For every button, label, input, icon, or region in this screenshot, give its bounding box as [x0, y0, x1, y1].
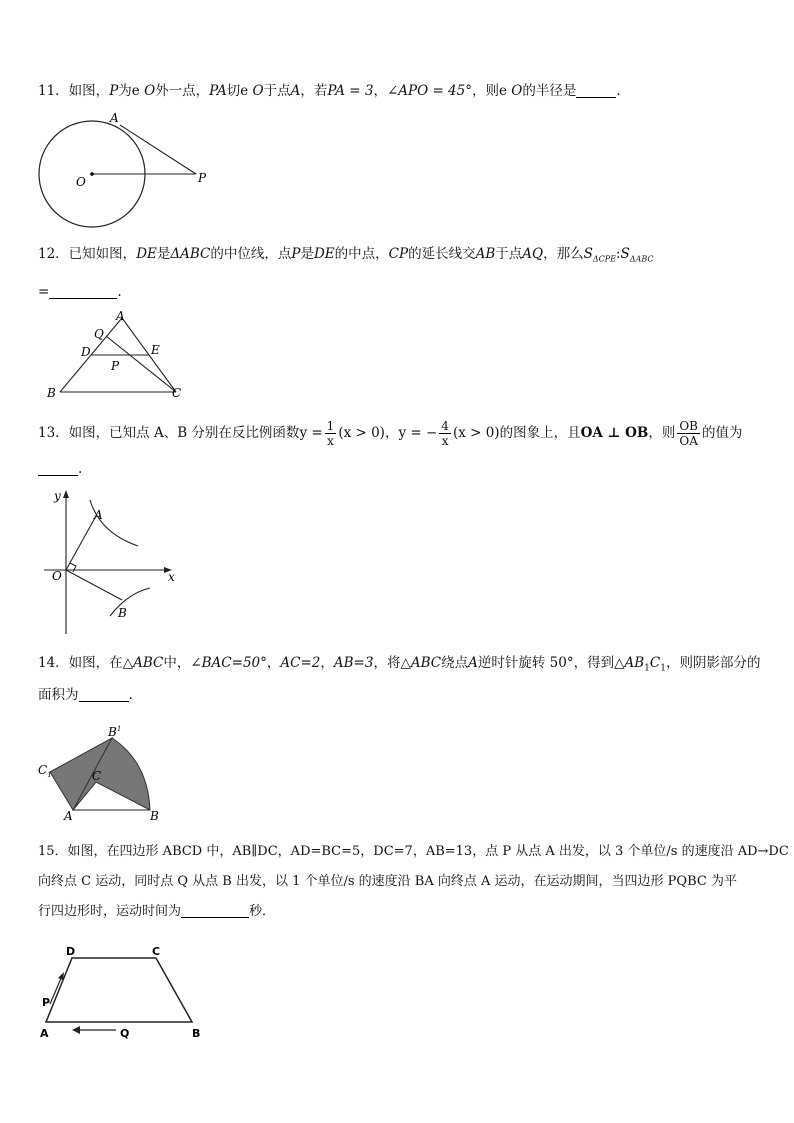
q12-answer-line: = . [38, 284, 122, 300]
label-o: O [76, 175, 86, 189]
label-p: P [198, 171, 207, 185]
fraction-4-over-x: $\frac{4}{x}$ [441, 419, 449, 448]
label-a: A [110, 111, 119, 125]
q14-text: 14．如图，在△ABC中，∠BAC=50°，AC=2，AB=3，将△ABC绕点A逆时针旋转 50°，得到$\triangle AB_1C_1$，则阴影部分的 [38, 655, 761, 674]
answer-blank[interactable] [38, 461, 78, 476]
label-c1: $C_1$ [38, 763, 52, 779]
label-b: B [192, 1027, 201, 1040]
q14-answer-line: 面积为 . [38, 687, 133, 703]
q14-figure [38, 722, 168, 822]
q12-text: 12．已知如图，DE是ΔABC的中位线，点P是DE的中点，CP的延长线交AB于点AQ，那么$S_{\Delta CPE}:S_{\Delta ABC}$ [38, 246, 654, 264]
y-axis-arrow [63, 490, 69, 498]
answer-blank[interactable] [49, 284, 117, 299]
label-a: A [116, 309, 125, 323]
label-c: C [172, 386, 182, 400]
q11-text: 11．如图，P为e O外一点，PA切e O于点A，若PA = 3，∠APO = 45°，则e O的半径是 . [38, 83, 621, 99]
q15-figure [38, 942, 208, 1042]
curve-1-over-x [90, 500, 138, 546]
label-a: A [64, 809, 73, 823]
arrow-p-head [58, 972, 64, 980]
right-angle-mark [70, 563, 76, 572]
q12-figure [38, 308, 198, 403]
label-b: B [118, 606, 127, 620]
answer-blank[interactable] [181, 903, 249, 918]
label-o: O [52, 569, 62, 583]
q13-text: 13．如图，已知点 A、B 分别在反比例函数y = $\frac{1}{x}$ (x > 0)，y = − $\frac{4}{x}$ (x > 0)的图象上，且OA ⊥ OB，则 $\frac{OB}{OA}$ 的值为 [38, 419, 743, 448]
arrow-q-head [72, 1026, 80, 1034]
q15-line3: 行四边形时，运动时间为 秒． [38, 904, 276, 919]
q15-line1: 15．如图，在四边形 ABCD 中，AB∥DC，AD=BC=5，DC=7，AB=13，点 P 从点 A 出发，以 3 个单位/s 的速度沿 AD→DC [38, 844, 789, 859]
label-q: Q [120, 1027, 130, 1040]
fraction-ob-over-oa: $\frac{OB}{OA}$ [679, 419, 698, 448]
label-y: y [54, 489, 61, 503]
label-d: D [81, 345, 91, 359]
q13-answer-line: . [38, 460, 82, 478]
label-a: A [94, 508, 103, 522]
center-dot [90, 172, 94, 176]
label-b: B [47, 386, 56, 400]
arrow-p-line [50, 976, 62, 1004]
label-c: C [152, 945, 161, 958]
label-x: x [168, 570, 175, 584]
label-a: A [40, 1027, 49, 1040]
trapezoid-abcd [46, 958, 192, 1022]
answer-blank[interactable] [79, 687, 129, 702]
segment-pa [120, 125, 196, 174]
label-b: B [150, 809, 159, 823]
q11-figure [38, 110, 218, 230]
label-q: Q [94, 327, 104, 341]
segment-oa [66, 516, 96, 570]
segment-ob [66, 570, 122, 600]
label-b1: $B^1$ [108, 725, 122, 739]
fraction-1-over-x: $\frac{1}{x}$ [326, 419, 335, 448]
label-p: P [111, 359, 120, 373]
q13-figure [38, 488, 188, 638]
label-e: E [151, 343, 160, 357]
q15-line2: 向终点 C 运动，同时点 Q 从点 B 出发，以 1 个单位/s 的速度沿 BA 向终点 A 运动，在运动期间，当四边形 PQBC 为平 [38, 874, 737, 889]
answer-blank[interactable] [576, 83, 616, 98]
label-c: C [92, 769, 102, 783]
label-d: D [66, 945, 76, 958]
curve-minus-4-over-x [110, 588, 150, 616]
label-p: P [42, 996, 51, 1009]
